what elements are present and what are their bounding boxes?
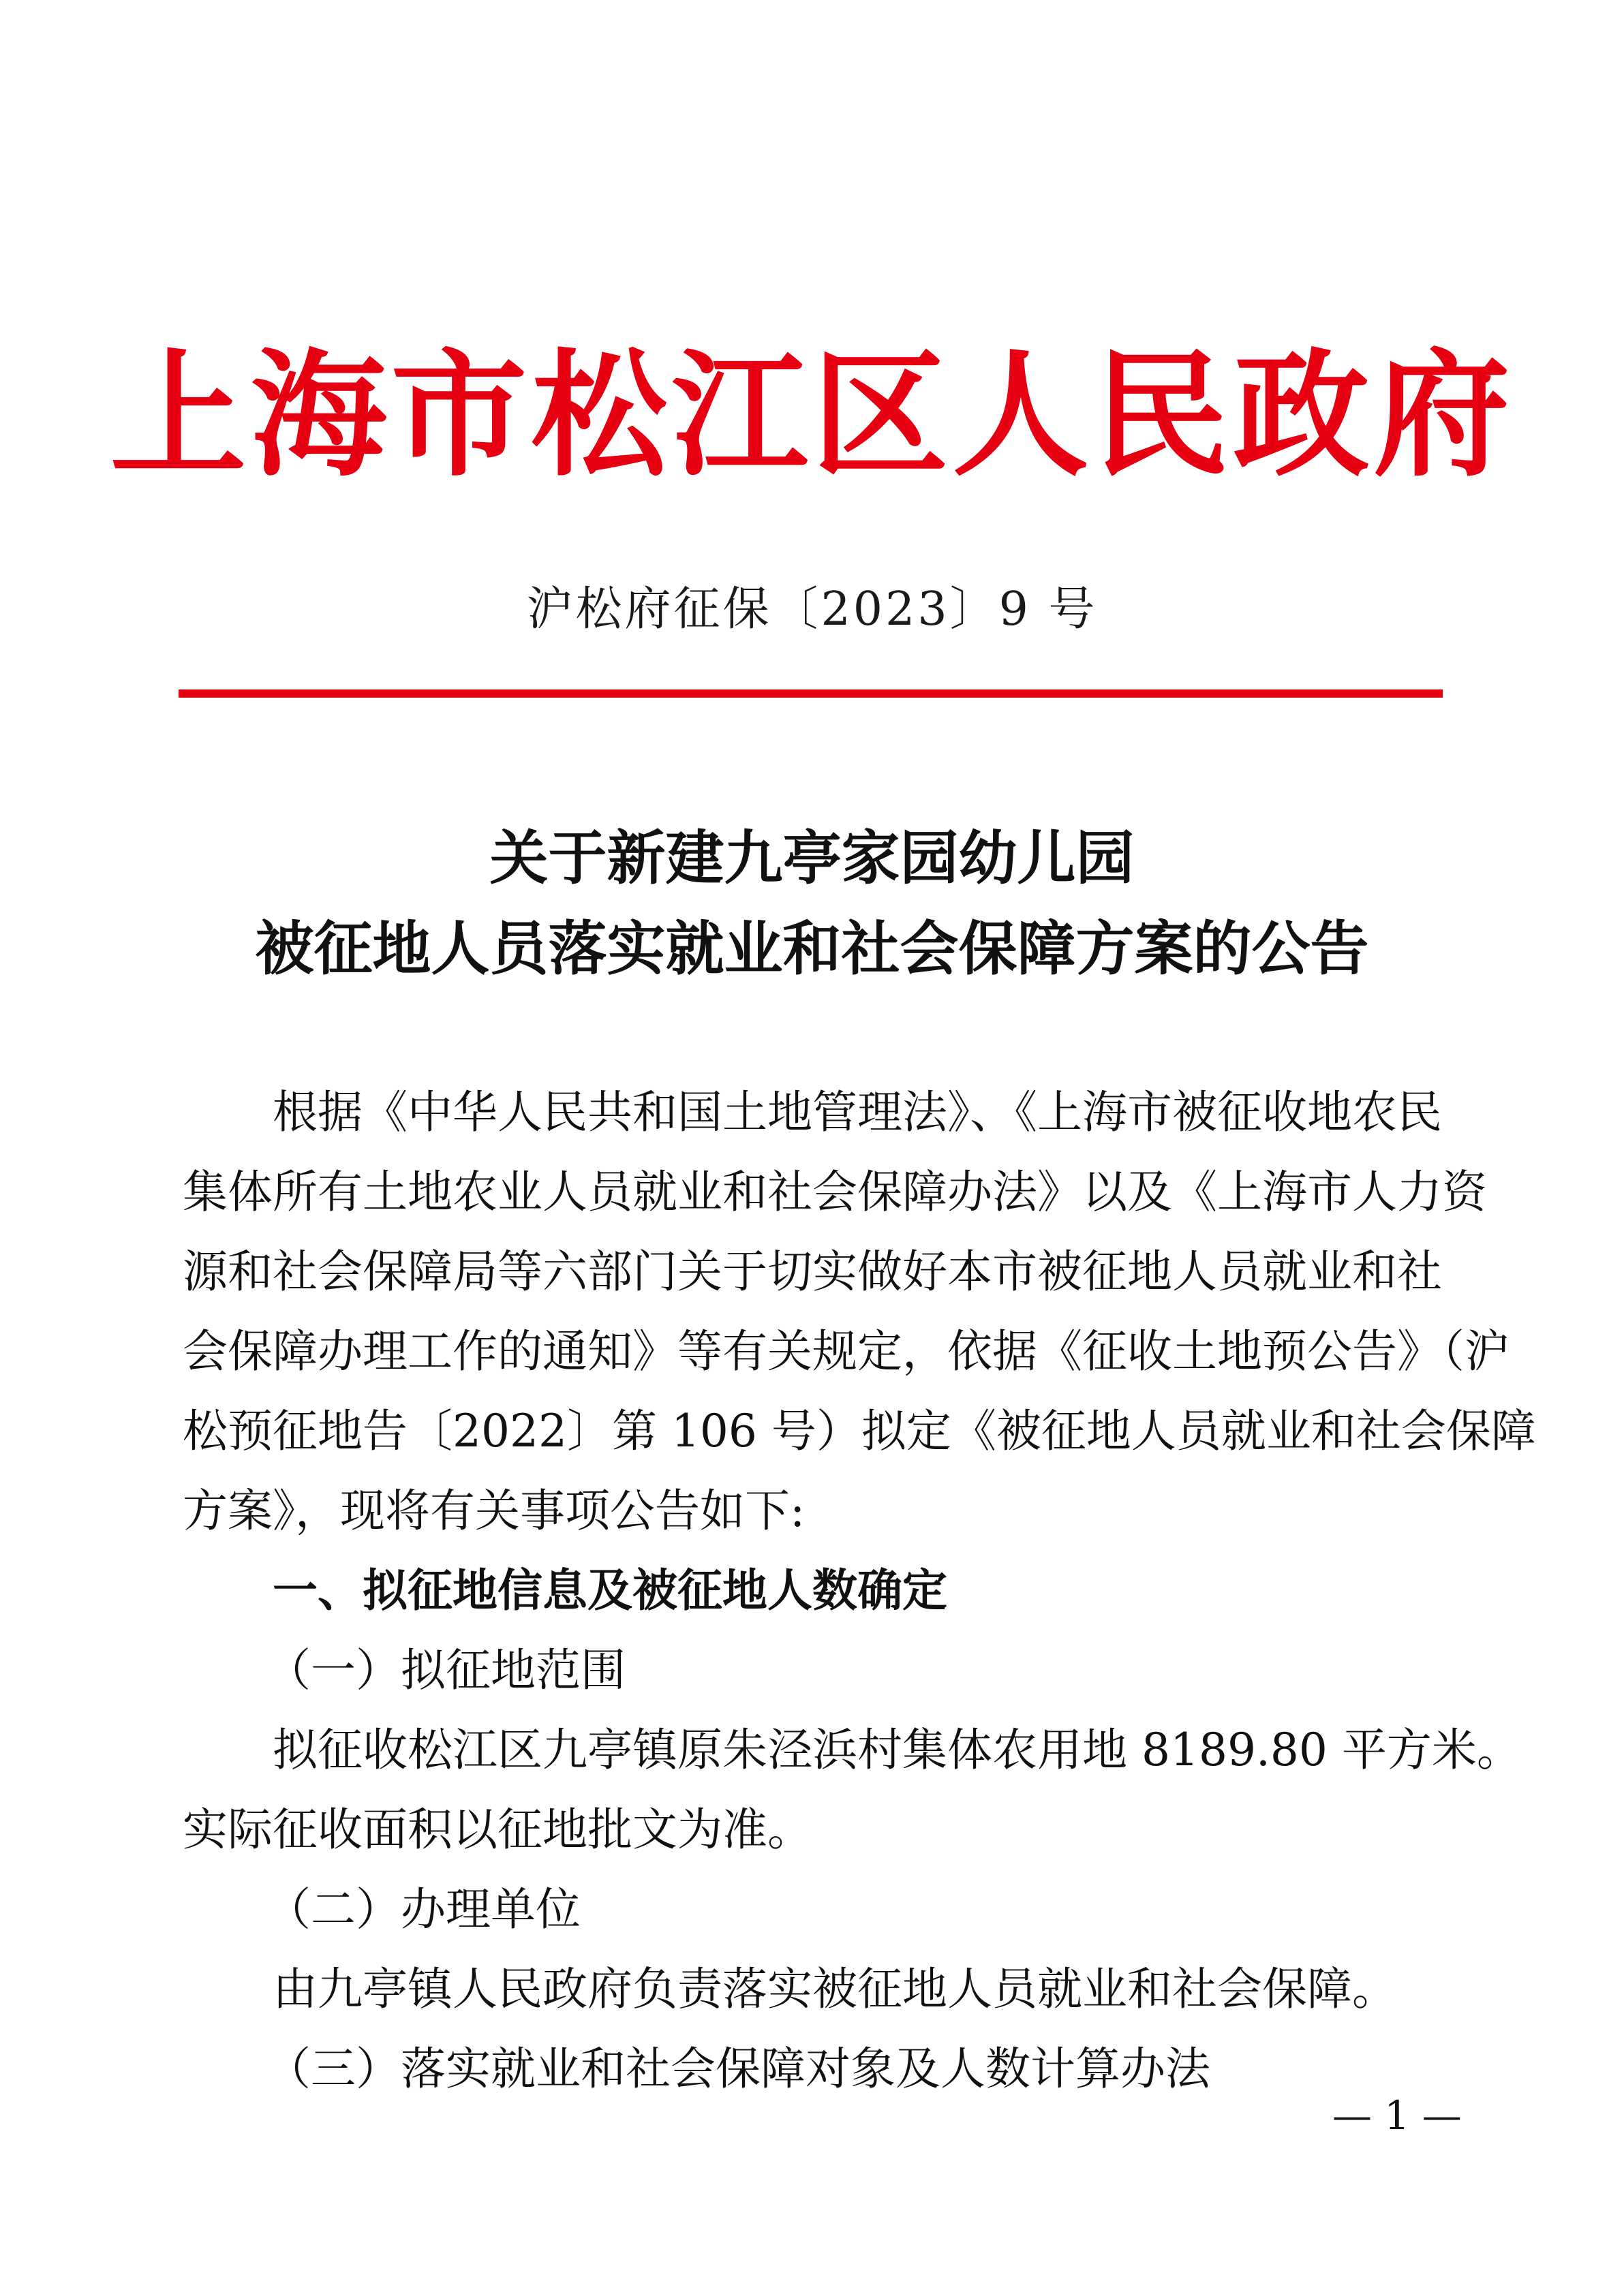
notice-title-line-1: 关于新建九亭家园幼儿园 — [489, 824, 1135, 893]
intro-line-5: 松预征地告〔2022〕第 106 号）拟定《被征地人员就业和社会保障 — [183, 1405, 1536, 1457]
intro-line-3: 源和社会保障局等六部门关于切实做好本市被征地人员就业和社 — [183, 1245, 1442, 1298]
subsection-1-line-2: 实际征收面积以征地批文为准。 — [183, 1803, 812, 1856]
notice-title-line-2: 被征地人员落实就业和社会保障方案的公告 — [255, 914, 1369, 983]
subsection-1-line-1: 拟征收松江区九亭镇原朱泾浜村集体农用地 8189.80 平方米。 — [273, 1724, 1522, 1776]
section-1-heading: 一、拟征地信息及被征地人数确定 — [273, 1564, 947, 1617]
issuing-authority-title: 上海市松江区人民政府 — [110, 335, 1514, 495]
intro-line-6: 方案》，现将有关事项公告如下: — [183, 1485, 806, 1537]
document-number: 沪松府征保〔2023〕9 号 — [526, 583, 1098, 636]
red-divider-line — [179, 689, 1443, 698]
subsection-1-heading: （一）拟征地范围 — [266, 1644, 626, 1696]
subsection-3-heading: （三）落实就业和社会保障对象及人数计算办法 — [266, 2043, 1210, 2095]
intro-line-2: 集体所有土地农业人员就业和社会保障办法》以及《上海市人力资 — [183, 1166, 1487, 1218]
subsection-2-line-1: 由九亭镇人民政府负责落实被征地人员就业和社会保障。 — [273, 1963, 1397, 2015]
intro-line-4: 会保障办理工作的通知》等有关规定，依据《征收土地预公告》（沪 — [183, 1325, 1510, 1378]
intro-line-1: 根据《中华人民共和国土地管理法》、《上海市被征收地农民 — [273, 1086, 1442, 1138]
page-number: — 1 — — [1332, 2092, 1462, 2139]
subsection-2-heading: （二）办理单位 — [266, 1883, 581, 1936]
